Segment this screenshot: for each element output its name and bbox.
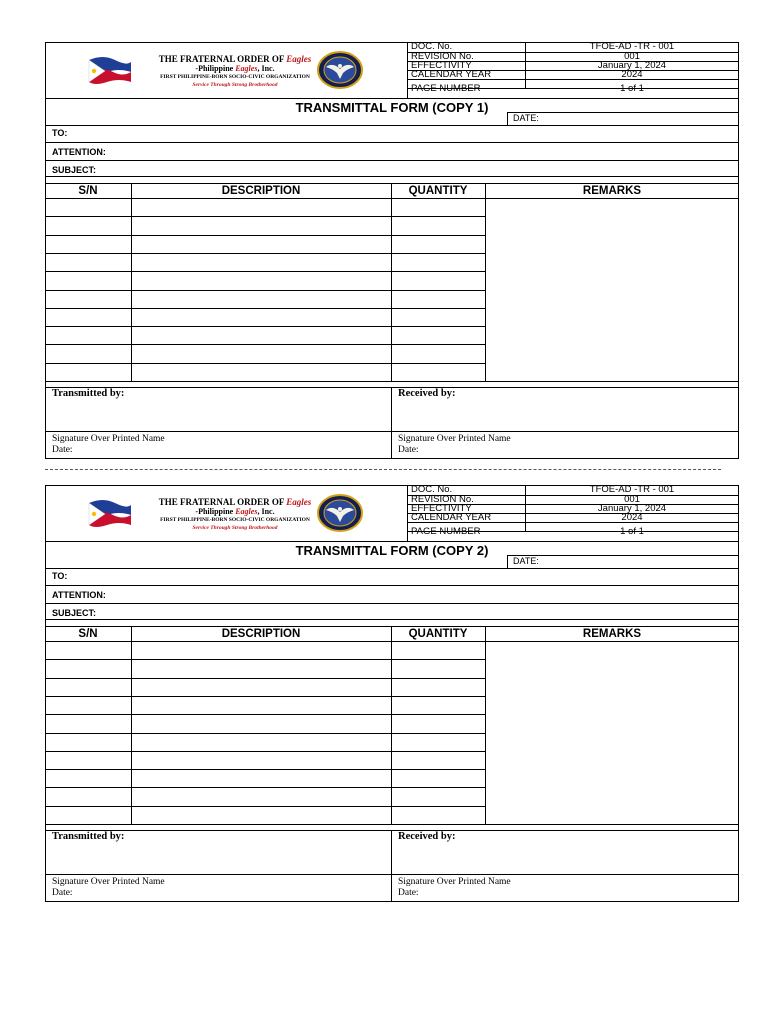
effectivity-label: EFFECTIVITY — [411, 60, 472, 71]
effectivity-value: January 1, 2024 — [597, 60, 667, 71]
description-cell[interactable] — [132, 788, 390, 804]
received-by-signature-field[interactable] — [393, 845, 737, 873]
table-row — [45, 806, 485, 824]
column-header-sn: S/N — [78, 185, 98, 197]
description-cell[interactable] — [132, 309, 390, 325]
description-cell[interactable] — [132, 660, 390, 676]
quantity-cell[interactable] — [392, 679, 484, 695]
sn-cell[interactable] — [46, 660, 130, 676]
column-header-description: DESCRIPTION — [221, 628, 301, 640]
table-row — [45, 198, 485, 216]
attention-field[interactable] — [115, 143, 735, 159]
transmitted-by-label: Transmitted by: — [52, 831, 125, 842]
quantity-cell[interactable] — [392, 752, 484, 768]
sn-cell[interactable] — [46, 788, 130, 804]
column-header-quantity: QUANTITY — [408, 185, 468, 197]
received-signature-caption: Signature Over Printed Name — [398, 877, 511, 887]
date-field[interactable] — [570, 112, 735, 125]
column-header-sn: S/N — [78, 628, 98, 640]
description-cell[interactable] — [132, 734, 390, 750]
attention-label: ATTENTION: — [52, 590, 106, 600]
doc-no-label: DOC. No. — [411, 484, 453, 495]
table-row — [45, 733, 485, 751]
description-cell[interactable] — [132, 217, 390, 233]
description-cell[interactable] — [132, 236, 390, 252]
philippine-flag-icon — [85, 54, 133, 86]
quantity-cell[interactable] — [392, 642, 484, 658]
quantity-cell[interactable] — [392, 236, 484, 252]
description-cell[interactable] — [132, 364, 390, 380]
philippine-flag-icon — [85, 497, 133, 529]
column-header-remarks: REMARKS — [582, 185, 642, 197]
table-row — [45, 751, 485, 769]
doc-no-value: TFOE-AD -TR - 001 — [589, 484, 675, 495]
remarks-field[interactable] — [486, 199, 738, 380]
quantity-cell[interactable] — [392, 697, 484, 713]
revision-label: REVISION No. — [411, 51, 474, 62]
sn-cell[interactable] — [46, 272, 130, 288]
page-number-label: PAGE NUMBER — [411, 83, 481, 94]
transmitted-date-label: Date: — [52, 888, 73, 898]
table-row — [45, 696, 485, 714]
calendar-year-label: CALENDAR YEAR — [411, 512, 492, 523]
to-field[interactable] — [75, 126, 735, 139]
sn-cell[interactable] — [46, 327, 130, 343]
sn-cell[interactable] — [46, 309, 130, 325]
page-number-label: PAGE NUMBER — [411, 526, 481, 537]
form-title: TRANSMITTAL FORM (COPY 1) — [295, 100, 489, 115]
transmitted-signature-caption: Signature Over Printed Name — [52, 434, 165, 444]
table-row — [45, 678, 485, 696]
transmitted-by-signature-field[interactable] — [47, 402, 389, 430]
description-cell[interactable] — [132, 679, 390, 695]
org-tagline: FIRST PHILIPPINE-BORN SOCIO-CIVIC ORGANIZATION — [160, 517, 310, 523]
revision-label: REVISION No. — [411, 494, 474, 505]
effectivity-value: January 1, 2024 — [597, 503, 667, 514]
description-cell[interactable] — [132, 199, 390, 215]
column-header-remarks: REMARKS — [582, 628, 642, 640]
quantity-cell[interactable] — [392, 788, 484, 804]
description-cell[interactable] — [132, 254, 390, 270]
quantity-cell[interactable] — [392, 272, 484, 288]
calendar-year-value: 2024 — [621, 69, 643, 80]
description-cell[interactable] — [132, 697, 390, 713]
sn-cell[interactable] — [46, 715, 130, 731]
sn-cell[interactable] — [46, 254, 130, 270]
page-number-value: 1 of 1 — [620, 83, 644, 94]
transmitted-signature-caption: Signature Over Printed Name — [52, 877, 165, 887]
calendar-year-label: CALENDAR YEAR — [411, 69, 492, 80]
sn-cell[interactable] — [46, 679, 130, 695]
to-field[interactable] — [75, 569, 735, 582]
sn-cell[interactable] — [46, 752, 130, 768]
org-motto: Service Through Strong Brotherhood — [192, 82, 278, 88]
table-row — [45, 216, 485, 234]
revision-value: 001 — [624, 494, 640, 505]
received-by-label: Received by: — [398, 831, 456, 842]
sn-cell[interactable] — [46, 734, 130, 750]
revision-value: 001 — [624, 51, 640, 62]
org-motto: Service Through Strong Brotherhood — [192, 525, 278, 531]
attention-label: ATTENTION: — [52, 147, 106, 157]
doc-no-value: TFOE-AD -TR - 001 — [589, 41, 675, 52]
date-label: DATE: — [513, 113, 539, 123]
column-header-quantity: QUANTITY — [408, 628, 468, 640]
description-cell[interactable] — [132, 291, 390, 307]
table-row — [45, 769, 485, 787]
description-cell[interactable] — [132, 642, 390, 658]
description-cell[interactable] — [132, 327, 390, 343]
sn-cell[interactable] — [46, 364, 130, 380]
org-subtitle: -Philippine Eagles, Inc. — [195, 64, 275, 73]
to-label: TO: — [52, 571, 68, 581]
quantity-cell[interactable] — [392, 734, 484, 750]
sn-cell[interactable] — [46, 291, 130, 307]
table-row — [45, 641, 485, 659]
transmitted-date-label: Date: — [52, 445, 73, 455]
table-row — [45, 326, 485, 344]
table-row — [45, 235, 485, 253]
org-tagline: FIRST PHILIPPINE-BORN SOCIO-CIVIC ORGANIZATION — [160, 74, 310, 80]
subject-field[interactable] — [105, 604, 735, 618]
quantity-cell[interactable] — [392, 345, 484, 361]
subject-field[interactable] — [105, 161, 735, 175]
subject-label: SUBJECT: — [52, 608, 97, 618]
calendar-year-value: 2024 — [621, 512, 643, 523]
description-cell[interactable] — [132, 807, 390, 823]
page-number-value: 1 of 1 — [620, 526, 644, 537]
table-row — [45, 308, 485, 326]
quantity-cell[interactable] — [392, 254, 484, 270]
org-name: THE FRATERNAL ORDER OF Eagles — [158, 54, 312, 64]
sn-cell[interactable] — [46, 345, 130, 361]
received-by-signature-field[interactable] — [393, 402, 737, 430]
table-row — [45, 363, 485, 381]
description-cell[interactable] — [132, 345, 390, 361]
quantity-cell[interactable] — [392, 217, 484, 233]
column-header-description: DESCRIPTION — [221, 185, 301, 197]
quantity-cell[interactable] — [392, 327, 484, 343]
table-row — [45, 271, 485, 289]
date-field[interactable] — [570, 555, 735, 568]
sn-cell[interactable] — [46, 236, 130, 252]
table-row — [45, 714, 485, 732]
quantity-cell[interactable] — [392, 715, 484, 731]
table-row — [45, 344, 485, 362]
received-date-label: Date: — [398, 888, 419, 898]
sn-cell[interactable] — [46, 770, 130, 786]
effectivity-label: EFFECTIVITY — [411, 503, 472, 514]
transmitted-by-signature-field[interactable] — [47, 845, 389, 873]
sn-cell[interactable] — [46, 217, 130, 233]
table-row — [45, 290, 485, 308]
table-row — [45, 659, 485, 677]
quantity-cell[interactable] — [392, 199, 484, 215]
org-name: THE FRATERNAL ORDER OF Eagles — [158, 497, 312, 507]
received-date-label: Date: — [398, 445, 419, 455]
subject-label: SUBJECT: — [52, 165, 97, 175]
org-subtitle: -Philippine Eagles, Inc. — [195, 507, 275, 516]
sn-cell[interactable] — [46, 199, 130, 215]
description-cell[interactable] — [132, 715, 390, 731]
received-signature-caption: Signature Over Printed Name — [398, 434, 511, 444]
description-cell[interactable] — [132, 272, 390, 288]
description-cell[interactable] — [132, 770, 390, 786]
quantity-cell[interactable] — [392, 770, 484, 786]
date-label: DATE: — [513, 556, 539, 566]
sn-cell[interactable] — [46, 807, 130, 823]
quantity-cell[interactable] — [392, 660, 484, 676]
remarks-field[interactable] — [486, 642, 738, 823]
received-by-label: Received by: — [398, 388, 456, 399]
form-title: TRANSMITTAL FORM (COPY 2) — [295, 543, 489, 558]
transmitted-by-label: Transmitted by: — [52, 388, 125, 399]
cut-line-divider — [45, 469, 721, 470]
quantity-cell[interactable] — [392, 309, 484, 325]
doc-no-label: DOC. No. — [411, 41, 453, 52]
sn-cell[interactable] — [46, 642, 130, 658]
quantity-cell[interactable] — [392, 291, 484, 307]
attention-field[interactable] — [115, 586, 735, 602]
sn-cell[interactable] — [46, 697, 130, 713]
table-row — [45, 253, 485, 271]
quantity-cell[interactable] — [392, 364, 484, 380]
description-cell[interactable] — [132, 752, 390, 768]
table-row — [45, 787, 485, 805]
to-label: TO: — [52, 128, 68, 138]
quantity-cell[interactable] — [392, 807, 484, 823]
